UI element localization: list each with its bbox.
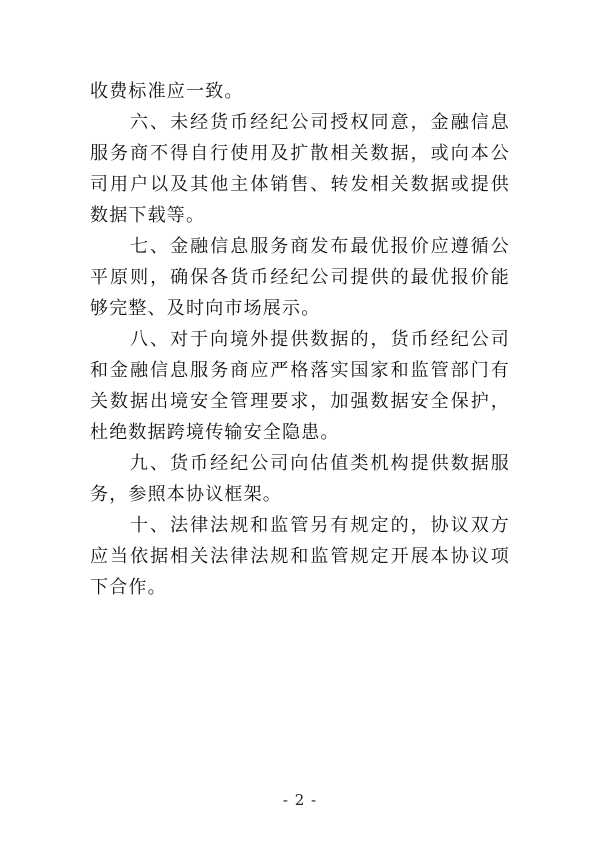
paragraph-clause-8: 八、对于向境外提供数据的，货币经纪公司和金融信息服务商应严格落实国家和监管部门有关数据出境安全管理要求，加强数据安全保护，杜绝数据跨境传输安全隐患。 (90, 329, 510, 443)
page-number: - 2 - (282, 791, 318, 809)
paragraph-clause-9: 九、货币经纪公司向估值类机构提供数据服务，参照本协议框架。 (90, 453, 510, 505)
paragraph-clause-6: 六、未经货币经纪公司授权同意，金融信息服务商不得自行使用及扩散相关数据，或向本公司用户以及其他主体销售、转发相关数据或提供数据下载等。 (90, 112, 510, 226)
paragraph-continuation: 收费标准应一致。 (90, 81, 244, 102)
document-body (90, 76, 510, 603)
paragraph-clause-7: 七、金融信息服务商发布最优报价应遵循公平原则，确保各货币经纪公司提供的最优报价能够完整、及时向市场展示。 (90, 236, 510, 319)
paragraph-clause-10: 十、法律法规和监管另有规定的，协议双方应当依据相关法律法规和监管规定开展本协议项下合作。 (90, 515, 510, 598)
